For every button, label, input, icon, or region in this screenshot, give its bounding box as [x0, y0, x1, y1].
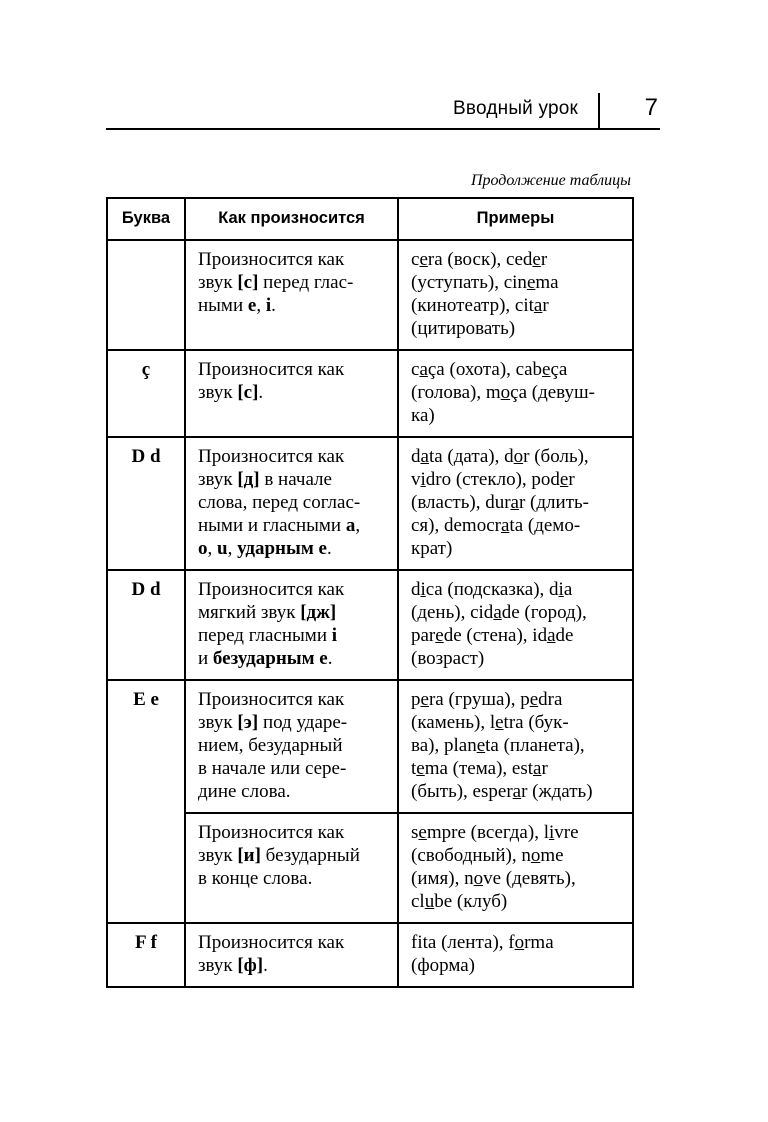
table-row [107, 350, 633, 437]
chapter-title: Вводный урок [453, 98, 578, 119]
letter-cell: E e [107, 680, 185, 923]
table-row [107, 923, 633, 987]
table-row [107, 570, 633, 680]
examples-cell: fita (лента), forma (форма) [398, 923, 633, 987]
letter-cell [107, 240, 185, 350]
table-row [107, 813, 633, 923]
pronunciation-cell: Произносится как мягкий звук [дж] перед гласными i и безударным е. [185, 570, 398, 680]
column-header-examples: Примеры [398, 198, 633, 240]
pronunciation-cell: Произносится как звук [с]. [185, 350, 398, 437]
pronunciation-cell: Произносится как звук [и] безударный в конце слова. [185, 813, 398, 923]
header-divider [598, 93, 600, 128]
examples-cell: pera (груша), pedra (камень), letra (бук- ва), planeta (планета), tema (тема), estar (быть), esperar (ждать) [398, 680, 633, 813]
pronunciation-cell: Произносится как звук [э] под ударе- нием, безударный в начале или сере- дине слова. [185, 680, 398, 813]
pronunciation-table [106, 197, 634, 988]
page-number: 7 [644, 94, 658, 121]
pronunciation-cell: Произносится как звук [ф]. [185, 923, 398, 987]
column-header-pronunciation: Как произносится [185, 198, 398, 240]
pronunciation-cell: Произносится как звук [с] перед глас- ными е, i. [185, 240, 398, 350]
table-body [107, 240, 633, 987]
table-row [107, 437, 633, 570]
pronunciation-cell: Произносится как звук [д] в начале слова, перед соглас- ными и гласными a, o, u, ударным е. [185, 437, 398, 570]
examples-cell: dica (подсказка), dia (день), cidade (город), parede (стена), idade (возраст) [398, 570, 633, 680]
letter-cell: F f [107, 923, 185, 987]
running-header [106, 88, 660, 130]
letter-cell: ç [107, 350, 185, 437]
examples-cell: cera (воск), ceder (уступать), cinema (кинотеатр), citar (цитировать) [398, 240, 633, 350]
column-header-letter: Буква [107, 198, 185, 240]
table-row [107, 680, 633, 813]
examples-cell: data (дата), dor (боль), vidro (стекло), poder (власть), durar (длить- ся), democrata (демо- крат) [398, 437, 633, 570]
table-row [107, 240, 633, 350]
letter-cell: D d [107, 570, 185, 680]
table-continuation-note: Продолжение таблицы [470, 172, 631, 189]
letter-cell: D d [107, 437, 185, 570]
table-header-row [107, 198, 633, 240]
examples-cell: sempre (всегда), livre (свободный), nome (имя), nove (девять), clube (клуб) [398, 813, 633, 923]
examples-cell: caça (охота), cabeça (голова), moça (девуш- ка) [398, 350, 633, 437]
